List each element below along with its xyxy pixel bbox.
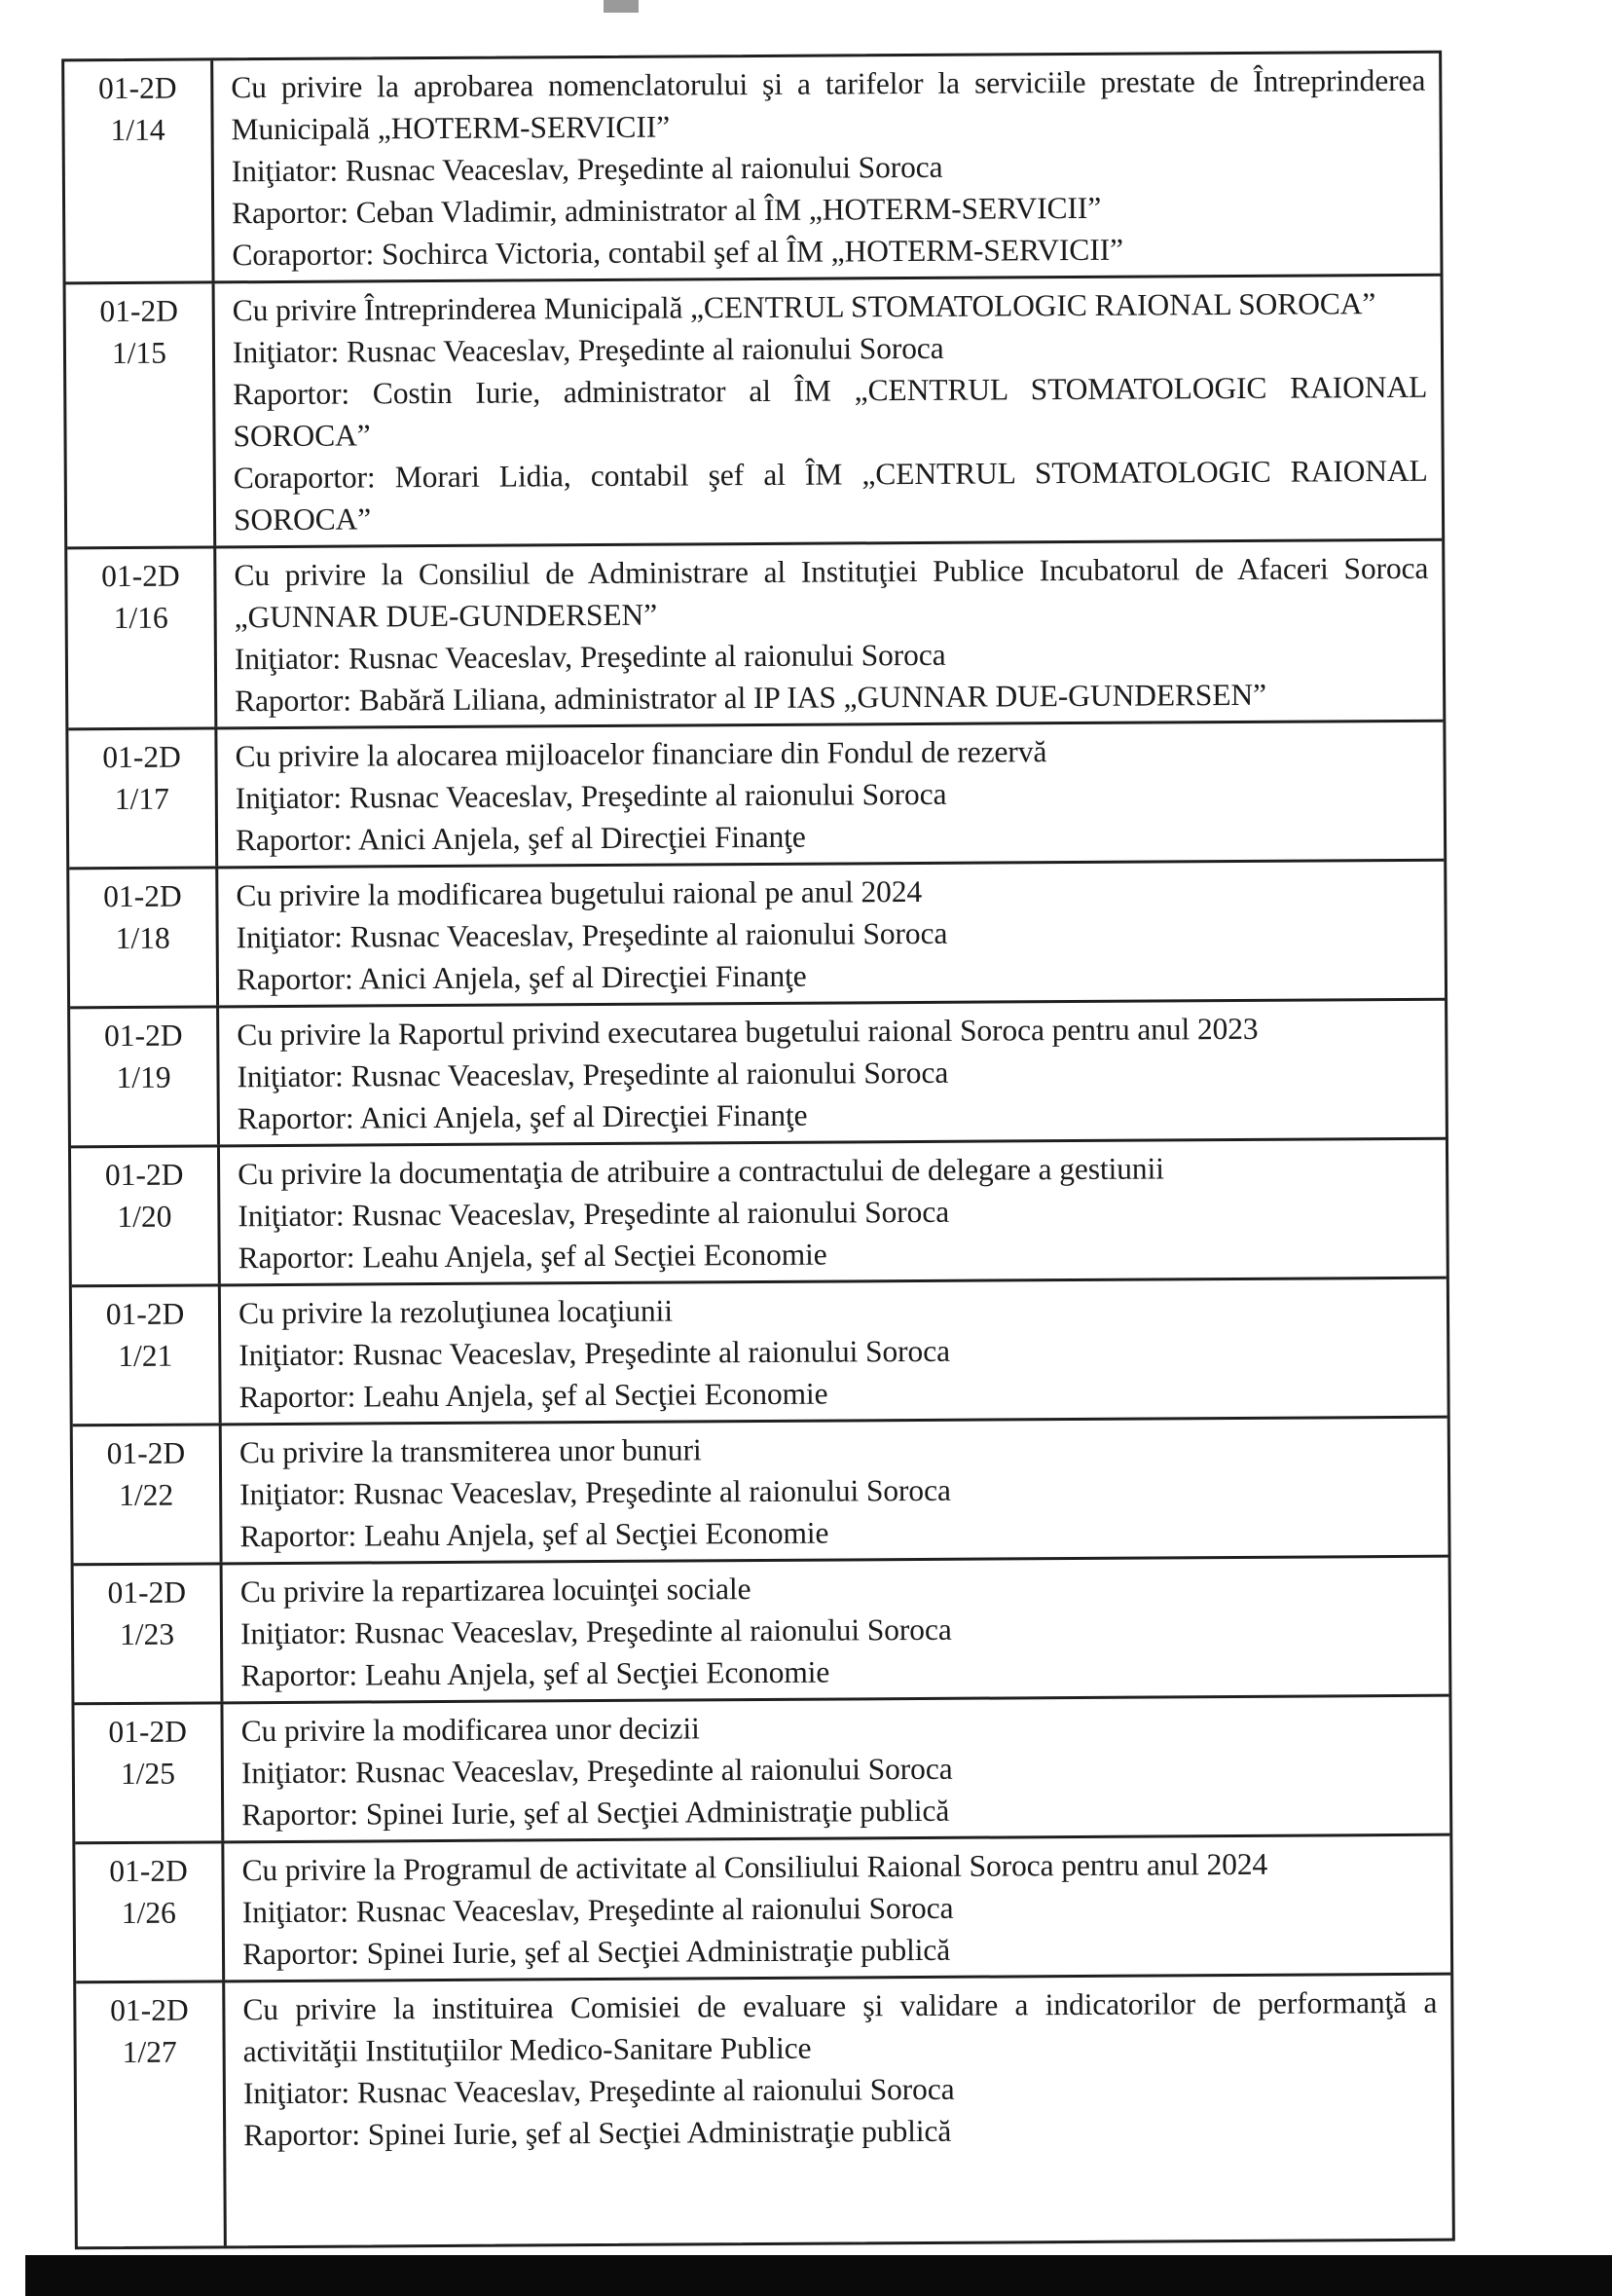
doc-raportor: Raportor: Leahu Anjela, şef al Secţiei Economie — [239, 1515, 829, 1554]
table-row — [69, 859, 1445, 1007]
doc-raportor: Raportor: Spinei Iurie, şef al Secţiei Administraţie publică — [241, 1793, 950, 1833]
doc-details-cell — [220, 1140, 1447, 1284]
doc-code: 01-2D — [104, 1157, 184, 1193]
doc-number-cell — [74, 1704, 224, 1841]
doc-raportor: Raportor: Anici Anjela, şef al Direcţiei Finanţe — [236, 958, 807, 997]
doc-coraportor: Coraportor: Sochirca Victoria, contabil şef al ÎM „HOTERM-SERVICII” — [232, 232, 1124, 273]
doc-raportor: Raportor: Leahu Anjela, şef al Secţiei Economie — [238, 1376, 828, 1415]
doc-details-cell — [222, 1419, 1448, 1563]
doc-number-cell — [70, 1008, 220, 1145]
table-row — [74, 1694, 1449, 1842]
doc-code: 01-2D — [110, 1992, 189, 2028]
doc-initiator: Iniţiator: Rusnac Veaceslav, Preşedinte al raionului Soroca — [239, 1472, 951, 1512]
doc-details-cell — [225, 1976, 1452, 2246]
doc-title: Cu privire Întreprinderea Municipală „CENTRUL STOMATOLOGIC RAIONAL SOROCA” — [232, 286, 1376, 328]
doc-raportor: Raportor: Anici Anjela, şef al Direcţiei Finanţe — [237, 1097, 808, 1136]
doc-initiator: Iniţiator: Rusnac Veaceslav, Preşedinte al raionului Soroca — [240, 1751, 953, 1791]
doc-code: 01-2D — [102, 739, 181, 775]
doc-number: 1/26 — [121, 1895, 176, 1931]
doc-initiator: Iniţiator: Rusnac Veaceslav, Preşedinte al raionului Soroca — [231, 149, 943, 189]
scan-black-bar-artifact — [25, 2255, 1612, 2296]
agenda-table — [61, 51, 1455, 2250]
doc-initiator: Iniţiator: Rusnac Veaceslav, Preşedinte al raionului Soroca — [236, 915, 948, 955]
doc-raportor: Raportor: Costin Iurie, administrator al ÎM „CENTRUL STOMATOLOGIC RAIONAL SOROCA” — [233, 369, 1428, 454]
doc-number-cell — [72, 1286, 222, 1424]
doc-number-cell — [73, 1426, 223, 1563]
doc-code: 01-2D — [97, 70, 177, 106]
doc-number-cell — [75, 1843, 225, 1981]
table-row — [70, 998, 1446, 1146]
doc-number-cell — [69, 869, 219, 1006]
doc-initiator: Iniţiator: Rusnac Veaceslav, Preşedinte al raionului Soroca — [241, 1890, 954, 1930]
doc-number-cell — [76, 1982, 227, 2246]
table-row — [73, 1416, 1448, 1564]
table-row — [67, 538, 1443, 728]
doc-code: 01-2D — [99, 293, 179, 329]
doc-title: Cu privire la instituirea Comisiei de evaluare şi validare a indicatorilor de performanţă a activităţii Instituţiilor Medico-Sanitare Publice — [242, 1984, 1438, 2069]
table-row — [66, 274, 1443, 547]
doc-raportor: Raportor: Leahu Anjela, şef al Secţiei Economie — [240, 1654, 830, 1693]
doc-code: 01-2D — [103, 1018, 183, 1054]
doc-title: Cu privire la Programul de activitate al Consiliului Raional Soroca pentru anul 2024 — [241, 1846, 1268, 1888]
table-row — [64, 54, 1440, 282]
doc-raportor: Raportor: Ceban Vladimir, administrator al ÎM „HOTERM-SERVICII” — [232, 190, 1102, 231]
doc-raportor: Raportor: Spinei Iurie, şef al Secţiei Administraţie publică — [243, 2113, 952, 2153]
doc-number: 1/27 — [122, 2034, 177, 2070]
doc-number: 1/15 — [111, 335, 167, 371]
doc-initiator: Iniţiator: Rusnac Veaceslav, Preşedinte al raionului Soroca — [232, 330, 944, 370]
doc-initiator: Iniţiator: Rusnac Veaceslav, Preşedinte al raionului Soroca — [238, 1194, 950, 1234]
doc-initiator: Iniţiator: Rusnac Veaceslav, Preşedinte al raionului Soroca — [242, 2071, 955, 2111]
table-row — [72, 1277, 1447, 1425]
doc-title: Cu privire la transmiterea unor bunuri — [238, 1432, 702, 1470]
doc-code: 01-2D — [105, 1296, 185, 1332]
doc-number: 1/14 — [110, 112, 165, 148]
doc-number: 1/20 — [117, 1199, 172, 1235]
doc-number-cell — [64, 60, 214, 281]
doc-title: Cu privire la repartizarea locuinţei sociale — [239, 1572, 751, 1610]
table-row — [74, 1555, 1449, 1703]
doc-code: 01-2D — [107, 1574, 187, 1611]
doc-number: 1/23 — [119, 1616, 175, 1652]
doc-coraportor: Coraportor: Morari Lidia, contabil şef al ÎM „CENTRUL STOMATOLOGIC RAIONAL SOROCA” — [233, 453, 1428, 537]
doc-title: Cu privire la documentaţia de atribuire a contractului de delegare a gestiunii — [238, 1151, 1164, 1192]
doc-initiator: Iniţiator: Rusnac Veaceslav, Preşedinte al raionului Soroca — [235, 776, 947, 816]
doc-title: Cu privire la modificarea bugetului raional pe anul 2024 — [236, 873, 923, 913]
doc-number: 1/21 — [118, 1338, 173, 1374]
doc-number-cell — [68, 729, 218, 867]
doc-initiator: Iniţiator: Rusnac Veaceslav, Preşedinte al raionului Soroca — [238, 1333, 951, 1373]
doc-number-cell — [66, 283, 217, 546]
doc-title: Cu privire la Raportul privind executarea bugetului raional Soroca pentru anul 2023 — [237, 1011, 1259, 1053]
doc-code: 01-2D — [108, 1714, 187, 1750]
doc-details-cell — [215, 277, 1443, 546]
doc-raportor: Raportor: Leahu Anjela, şef al Secţiei Economie — [238, 1237, 827, 1276]
doc-code: 01-2D — [101, 558, 180, 594]
doc-number: 1/18 — [115, 920, 170, 956]
doc-details-cell — [218, 862, 1445, 1006]
doc-details-cell — [216, 541, 1443, 727]
doc-details-cell — [217, 722, 1444, 867]
doc-title: Cu privire la modificarea unor decizii — [240, 1711, 700, 1749]
doc-number: 1/17 — [114, 781, 169, 817]
doc-details-cell — [213, 54, 1440, 281]
doc-title: Cu privire la aprobarea nomenclatorului şi a tarifelor la serviciile prestate de Întreprinderea Municipală „HOTERM-SERVICII” — [231, 62, 1426, 147]
doc-raportor: Raportor: Spinei Iurie, şef al Secţiei Administraţie publică — [241, 1932, 951, 1972]
doc-initiator: Iniţiator: Rusnac Veaceslav, Preşedinte al raionului Soroca — [234, 637, 946, 677]
doc-number-cell — [74, 1565, 224, 1702]
doc-number: 1/25 — [120, 1756, 176, 1792]
doc-initiator: Iniţiator: Rusnac Veaceslav, Preşedinte al raionului Soroca — [237, 1055, 949, 1094]
doc-number-cell — [71, 1147, 221, 1284]
doc-raportor: Raportor: Anici Anjela, şef al Direcţiei Finanţe — [235, 819, 806, 858]
doc-code: 01-2D — [109, 1853, 188, 1889]
doc-details-cell — [219, 1001, 1446, 1145]
doc-number: 1/22 — [119, 1477, 174, 1513]
doc-initiator: Iniţiator: Rusnac Veaceslav, Preşedinte al raionului Soroca — [239, 1611, 952, 1651]
doc-code: 01-2D — [103, 878, 182, 914]
table-row — [68, 720, 1444, 868]
doc-details-cell — [223, 1697, 1449, 1841]
doc-details-cell — [224, 1836, 1450, 1981]
doc-number: 1/16 — [113, 600, 168, 636]
doc-title: Cu privire la alocarea mijloacelor financiare din Fondul de rezervă — [235, 734, 1047, 774]
doc-raportor: Raportor: Babără Liliana, administrator al IP IAS „GUNNAR DUE-GUNDERSEN” — [235, 677, 1267, 719]
doc-title: Cu privire la Consiliul de Administrare al Instituţiei Publice Incubatorul de Afaceri Soroca „GUNNAR DUE-GUNDERSEN” — [234, 550, 1429, 635]
doc-title: Cu privire la rezoluţiunea locaţiunii — [238, 1293, 674, 1331]
doc-number: 1/19 — [116, 1059, 171, 1095]
table-row — [76, 1973, 1452, 2247]
doc-number-cell — [67, 548, 217, 727]
doc-details-cell — [221, 1279, 1447, 1424]
doc-details-cell — [223, 1558, 1449, 1702]
table-row — [71, 1137, 1447, 1285]
scan-smudge-artifact — [604, 0, 639, 13]
table-row — [75, 1833, 1450, 1981]
doc-code: 01-2D — [106, 1435, 186, 1471]
